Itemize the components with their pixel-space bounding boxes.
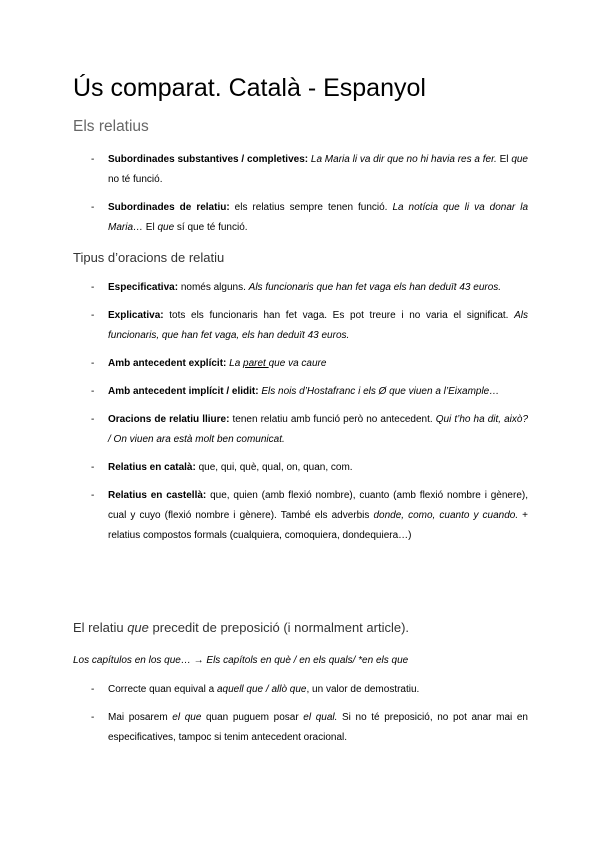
types-list — [73, 278, 528, 546]
list-item: - Correcte quan equival a aquell que / allò que, un valor de demostratiu. — [91, 684, 420, 695]
list-item: - Explicativa: tots els funcionaris han fet vaga. Es pot treure i no varia el significat. Als funcionaris, que han fet vaga, els han deduït 43 euros. — [91, 310, 528, 341]
list-item: - Amb antecedent explícit: La paret que va caure — [91, 358, 327, 369]
list-item: - Oracions de relatiu lliure: tenen relatiu amb funció però no antecedent. Qui t’ho ha dit, això? / On viuen ara està molt ben comunicat. — [91, 414, 529, 445]
types-heading: Tipus d’oracions de relatiu — [73, 250, 225, 265]
prep-example: Los capítulos en los que… → Els capítols en què / en els quals/ *en els que — [73, 655, 409, 666]
prep-list — [73, 680, 528, 748]
list-item: - Relatius en castellà: que, quien (amb flexió nombre), cuanto (amb flexió nombre i gènere), cual y cuyo (flexió nombre i gènere). També els adverbis donde, como, cuanto y cuando. + relatius compostos formals (cualquiera, comoquiera, dondequiera…) — [91, 490, 529, 541]
document-title: Ús comparat. Català - Espanyol — [73, 74, 426, 102]
list-item: - Subordinades de relatiu: els relatius sempre tenen funció. La notícia que li va donar la Maria… El que sí que té funció. — [91, 202, 529, 233]
intro-list — [73, 150, 528, 238]
list-item: - Relatius en català: que, qui, què, qual, on, quan, com. — [91, 462, 353, 473]
list-item: - Subordinades substantives / completives: La Maria li va dir que no hi havia res a fer. El que no té funció. — [91, 154, 528, 185]
list-item: - Mai posarem el que quan puguem posar el qual. Si no té preposició, no pot anar mai en especificatives, tampoc si tenim antecedent oracional. — [91, 712, 528, 743]
list-item: - Amb antecedent implícit / elidit: Els nois d’Hostafranc i els Ø que viuen a l’Eixample… — [91, 386, 500, 397]
prep-heading: El relatiu que precedit de preposició (i normalment article). — [73, 620, 410, 635]
list-item: - Especificativa: només alguns. Als funcionaris que han fet vaga els han deduït 43 euros. — [91, 282, 502, 293]
section-title: Els relatius — [73, 118, 149, 135]
